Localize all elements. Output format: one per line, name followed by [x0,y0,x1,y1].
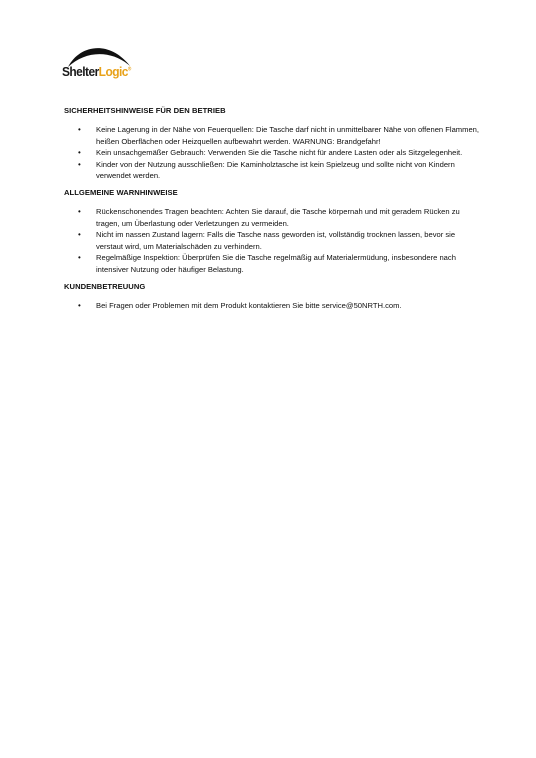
list-item: • Bei Fragen oder Problemen mit dem Produkt kontaktieren Sie bitte service@50NRTH.com. [78,300,402,310]
list-item: • Rückenschonendes Tragen beachten: Achten Sie darauf, die Tasche körpernah und mit geradem Rücken zu tragen, um Überlastung oder Verletzungen zu vermeiden. [78,206,460,228]
bullet-icon: • [78,125,81,134]
bullet-list [64,206,482,276]
section-general-warnings [64,188,482,276]
bullet-list [64,300,482,312]
bullet-list [64,124,482,182]
logo-wordmark: ShelterLogic® [62,64,131,79]
bullet-icon: • [78,230,81,240]
shelterlogic-logo [62,42,142,84]
bullet-icon: • [78,300,81,310]
section-heading: KUNDENBETREUUNG [64,281,146,291]
section-customer-service [64,282,482,312]
list-item: • Nicht im nassen Zustand lagern: Falls die Tasche nass geworden ist, vollständig trocknen lassen, bevor sie verstaut wird, um Materialschäden zu verhindern. [78,230,456,251]
bullet-icon: • [78,148,81,158]
section-heading: SICHERHEITSHINWEISE FÜR DEN BETRIEB [64,106,226,115]
document-body [64,106,482,317]
list-item: • Keine Lagerung in der Nähe von Feuerquellen: Die Tasche darf nicht in unmittelbarer Nähe von offenen Flammen, heißen Oberflächen oder Heizquellen aufbewahrt werden. WARNUNG: Brandgefahr! [78,125,480,146]
bullet-icon: • [78,253,81,263]
bullet-icon: • [78,159,81,169]
list-item: • Regelmäßige Inspektion: Überprüfen Sie die Tasche regelmäßig auf Materialermüdung, insbesondere nach intensiver Nutzung oder häufiger Belastung. [78,253,456,274]
section-heading: ALLGEMEINE WARNHINWEISE [64,187,178,197]
list-item: • Kein unsachgemäßer Gebrauch: Verwenden Sie die Tasche nicht für andere Lasten oder als Sitzgelegenheit. [78,148,463,158]
section-safety-operation [64,106,482,182]
list-item: • Kinder von der Nutzung ausschließen: Die Kaminholztasche ist kein Spielzeug und sollte nicht von Kindern verwendet werden. [78,159,455,181]
bullet-icon: • [78,206,81,216]
